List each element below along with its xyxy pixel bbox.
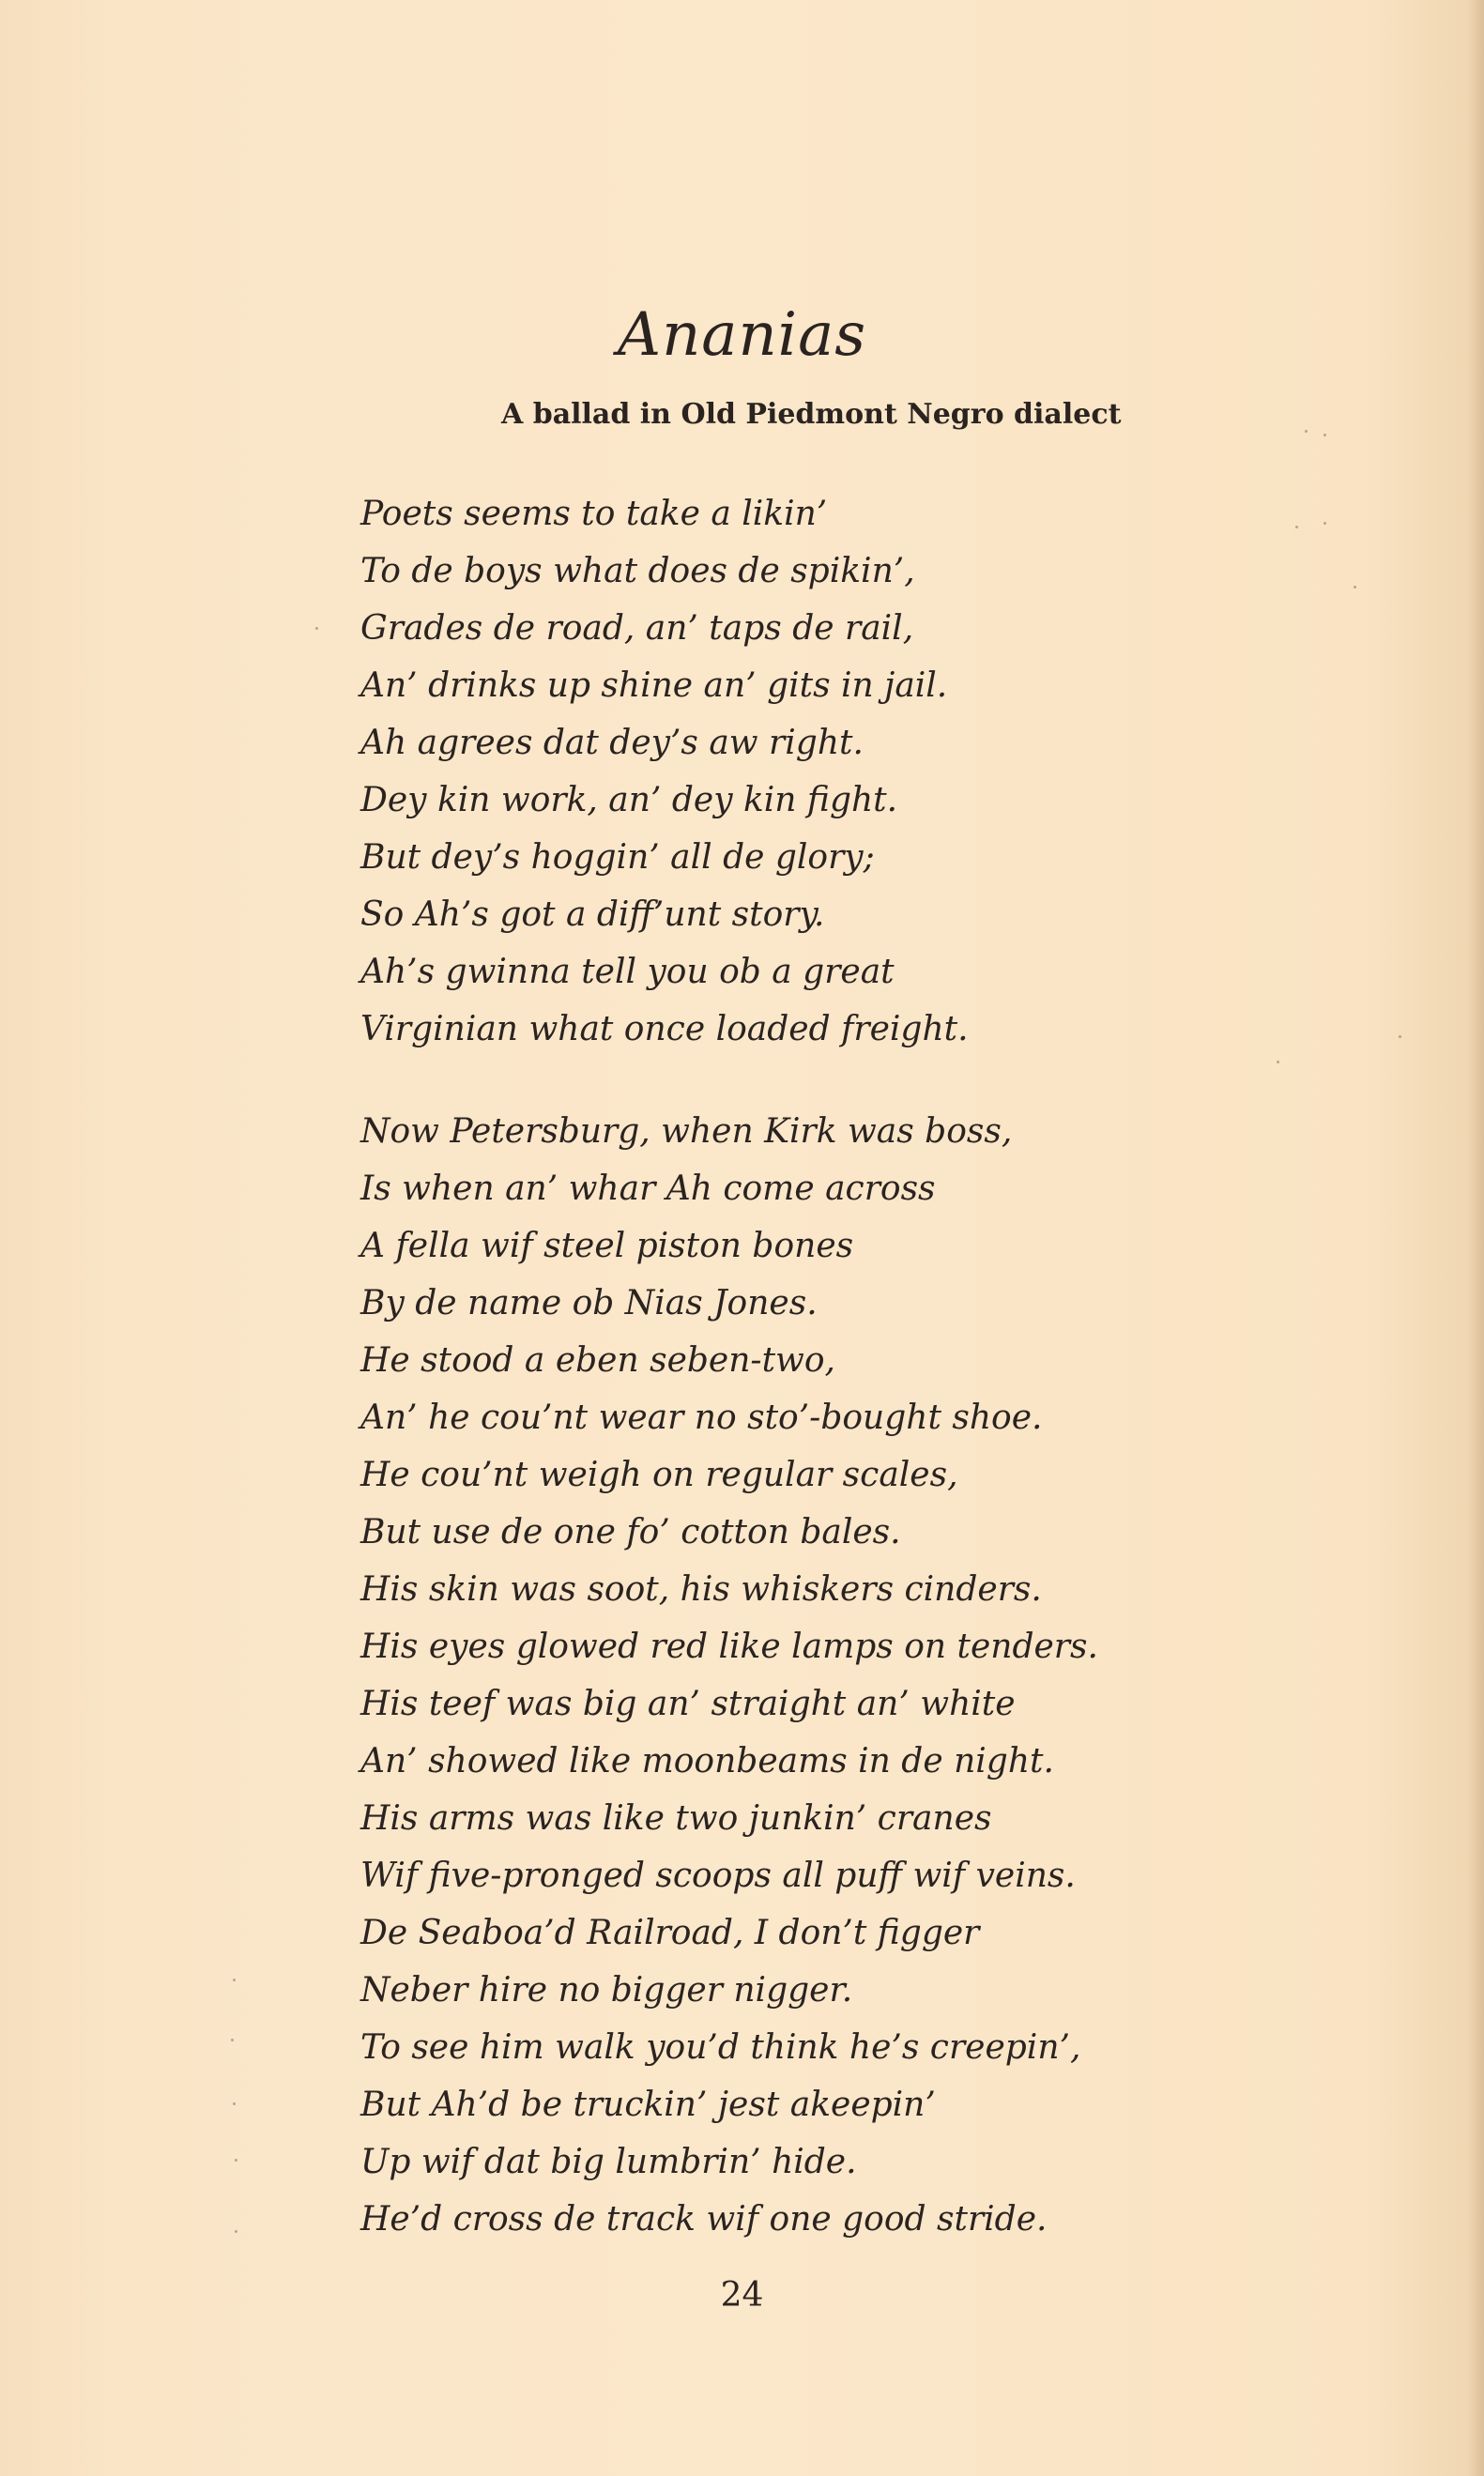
- poem-line: By de name ob Nias Jones.: [360, 1284, 818, 1322]
- paper-speck: [1323, 522, 1326, 525]
- poem-line: Ah’s gwinna tell you ob a great: [360, 953, 895, 991]
- paper-speck: [1277, 1061, 1279, 1063]
- stanza-1: [360, 485, 969, 1058]
- poem-line: But Ah’d be truckin’ jest akeepin’: [360, 2086, 936, 2124]
- poem-line: Grades de road, an’ taps de rail,: [360, 609, 914, 648]
- page-number: 24: [720, 2276, 764, 2315]
- paper-speck: [1323, 434, 1326, 436]
- poem-line: An’ he cou’nt wear no sto’-bought shoe.: [360, 1398, 1043, 1437]
- poem-line: His skin was soot, his whiskers cinders.: [360, 1570, 1042, 1609]
- poem-line: Virginian what once loaded freight.: [360, 1010, 969, 1048]
- poem-line: His teef was big an’ straight an’ white: [360, 1685, 1016, 1723]
- paper-speck: [1354, 586, 1356, 588]
- paper-speck: [1399, 1035, 1401, 1038]
- poem-line: Up wif dat big lumbrin’ hide.: [360, 2143, 857, 2181]
- paper-speck: [235, 2159, 237, 2162]
- poem-line: He cou’nt weigh on regular scales,: [360, 1456, 958, 1494]
- poem-subtitle: A ballad in Old Piedmont Negro dialect: [501, 398, 1122, 431]
- poem-line: He stood a eben seben-two,: [360, 1341, 835, 1380]
- poem-line: His eyes glowed red like lamps on tenders.: [360, 1628, 1098, 1666]
- paper-speck: [231, 2039, 234, 2041]
- paper-speck: [1295, 526, 1298, 528]
- paper-speck: [235, 2230, 237, 2233]
- stanza-2: [360, 1103, 1098, 2248]
- poem-line: Wif five-pronged scoops all puff wif veins.: [360, 1857, 1076, 1895]
- poem-line: So Ah’s got a diff’unt story.: [360, 895, 825, 934]
- poem-line: But use de one fo’ cotton bales.: [360, 1513, 901, 1551]
- poem-line: To see him walk you’d think he’s creepin’,: [360, 2028, 1081, 2067]
- poem-line: De Seaboa’d Railroad, I don’t figger: [360, 1914, 980, 1952]
- poem-line: He’d cross de track wif one good stride.: [360, 2200, 1048, 2239]
- paper-speck: [233, 2102, 236, 2105]
- poem-line: A fella wif steel piston bones: [360, 1227, 854, 1265]
- page-edge-shadow: [1467, 0, 1484, 2476]
- poem-line: His arms was like two junkin’ cranes: [360, 1799, 992, 1838]
- paper-speck: [315, 627, 318, 630]
- poem-title: Ananias: [617, 300, 867, 370]
- poem-line: Is when an’ whar Ah come across: [360, 1169, 936, 1208]
- poem-line: Ah agrees dat dey’s aw right.: [360, 724, 864, 762]
- poem-line: Neber hire no bigger nigger.: [360, 1971, 853, 2010]
- poem-line: Dey kin work, an’ dey kin fight.: [360, 781, 898, 819]
- poem-line: Now Petersburg, when Kirk was boss,: [360, 1112, 1013, 1151]
- poem-line: An’ showed like moonbeams in de night.: [360, 1742, 1054, 1781]
- poem-line: But dey’s hoggin’ all de glory;: [360, 838, 875, 877]
- poem-line: To de boys what does de spikin’,: [360, 552, 915, 590]
- poem-line: An’ drinks up shine an’ gits in jail.: [360, 666, 948, 705]
- poem-line: Poets seems to take a likin’: [360, 495, 828, 533]
- paper-speck: [1305, 430, 1308, 433]
- paper-speck: [233, 1979, 236, 1981]
